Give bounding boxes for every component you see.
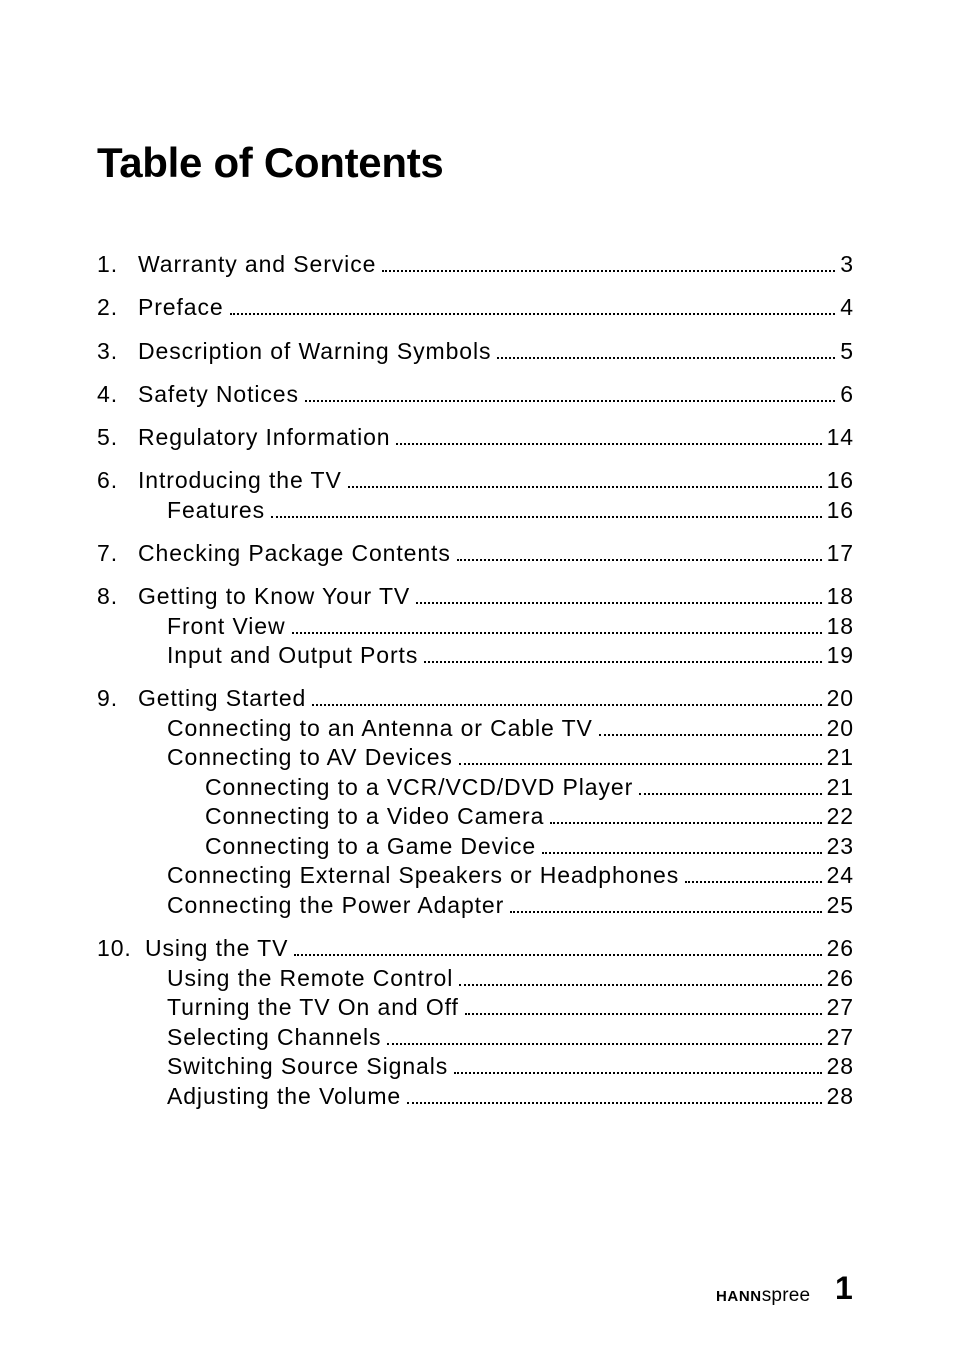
- toc-entry[interactable]: [97, 581, 854, 611]
- toc-entry[interactable]: [97, 538, 854, 568]
- toc-entry-label: Checking Package Contents: [138, 540, 451, 566]
- toc-entry-label: Connecting to a Video Camera: [205, 803, 545, 829]
- toc-entry-label: Connecting External Speakers or Headphones: [167, 862, 680, 888]
- toc-entry-label: Getting Started: [138, 685, 307, 711]
- toc-entry[interactable]: [97, 292, 854, 322]
- toc-entry-page: 28: [826, 1053, 854, 1079]
- toc-entry-number: 2.: [97, 294, 118, 320]
- toc-entry-number: 1.: [97, 251, 118, 277]
- dot-leader: [459, 763, 822, 765]
- toc-entry-page: 14: [826, 424, 854, 450]
- toc-subentry[interactable]: [167, 640, 854, 670]
- toc-subentry[interactable]: [167, 1022, 854, 1052]
- dot-leader: [396, 443, 821, 445]
- dot-leader: [510, 911, 821, 913]
- toc-entry-page: 28: [826, 1083, 854, 1109]
- dot-leader: [550, 822, 821, 824]
- dot-leader: [497, 357, 835, 359]
- toc-subsubentry[interactable]: [205, 801, 854, 831]
- toc-subentry[interactable]: [167, 1051, 854, 1081]
- toc-entry-label: Connecting to a VCR/VCD/DVD Player: [205, 774, 634, 800]
- toc-entry-page: 24: [826, 862, 854, 888]
- toc-entry-label: Connecting to an Antenna or Cable TV: [167, 715, 593, 741]
- dot-leader: [685, 881, 821, 883]
- toc-entry-page: 23: [826, 833, 854, 859]
- dot-leader: [459, 984, 821, 986]
- toc-entry[interactable]: [97, 465, 854, 495]
- toc-entry-page: 4: [840, 294, 854, 320]
- dot-leader: [416, 602, 821, 604]
- toc-entry-label: Adjusting the Volume: [167, 1083, 402, 1109]
- toc-entry-label: Introducing the TV: [138, 467, 342, 493]
- page-number: 1: [835, 1270, 853, 1306]
- toc-entry-page: 25: [826, 892, 854, 918]
- toc-entry-label: Front View: [167, 613, 286, 639]
- toc-entry-number: 3.: [97, 338, 118, 364]
- dot-leader: [454, 1072, 821, 1074]
- toc-subentry[interactable]: [167, 992, 854, 1022]
- dot-leader: [542, 852, 821, 854]
- dot-leader: [639, 793, 821, 795]
- dot-leader: [387, 1043, 821, 1045]
- toc-entry-label: Input and Output Ports: [167, 642, 419, 668]
- toc-entry-number: 7.: [97, 540, 118, 566]
- toc-entry-number: 5.: [97, 424, 118, 450]
- toc-entry-page: 3: [840, 251, 854, 277]
- toc-subentry[interactable]: [167, 860, 854, 890]
- toc-entry-page: 19: [826, 642, 854, 668]
- brand-logo: [716, 1284, 810, 1309]
- dot-leader: [407, 1102, 822, 1104]
- toc-entry-label: Description of Warning Symbols: [138, 338, 492, 364]
- toc-entry-label: Connecting to AV Devices: [167, 744, 453, 770]
- toc-entry[interactable]: [97, 683, 854, 713]
- toc-entry-page: 26: [826, 935, 854, 961]
- toc-entry-label: Safety Notices: [138, 381, 299, 407]
- toc-entry-label: Using the TV: [145, 935, 289, 961]
- toc-subentry[interactable]: [167, 713, 854, 743]
- dot-leader: [271, 516, 822, 518]
- toc-entry-number: 8.: [97, 583, 118, 609]
- dot-leader: [348, 486, 822, 488]
- toc-entry-number: 6.: [97, 467, 118, 493]
- dot-leader: [312, 704, 821, 706]
- toc-entry-label: Turning the TV On and Off: [167, 994, 459, 1020]
- toc-entry-page: 18: [826, 583, 854, 609]
- toc-entry[interactable]: [97, 336, 854, 366]
- toc-entry-label: Switching Source Signals: [167, 1053, 449, 1079]
- toc-entry-label: Features: [167, 497, 265, 523]
- toc-entry-page: 16: [826, 467, 854, 493]
- toc-subsubentry[interactable]: [205, 831, 854, 861]
- toc-entry-label: Preface: [138, 294, 224, 320]
- dot-leader: [424, 661, 821, 663]
- toc-entry-page: 18: [826, 613, 854, 639]
- toc-entry[interactable]: [97, 249, 854, 279]
- toc-entry-page: 6: [840, 381, 854, 407]
- dot-leader: [305, 400, 835, 402]
- toc-subentry[interactable]: [167, 1081, 854, 1111]
- toc-entry-page: 22: [826, 803, 854, 829]
- dot-leader: [599, 734, 822, 736]
- toc-entry-label: Warranty and Service: [138, 251, 377, 277]
- dot-leader: [382, 270, 835, 272]
- toc-subentry[interactable]: [167, 890, 854, 920]
- toc-entry-page: 26: [826, 965, 854, 991]
- toc-entry-label: Using the Remote Control: [167, 965, 454, 991]
- toc-entry[interactable]: [97, 422, 854, 452]
- toc-entry-page: 20: [826, 685, 854, 711]
- toc-subentry[interactable]: [167, 963, 854, 993]
- toc-entry-page: 27: [826, 994, 854, 1020]
- toc-subentry[interactable]: [167, 611, 854, 641]
- toc-entry-number: 10.: [97, 935, 132, 961]
- toc-entry-number: 4.: [97, 381, 118, 407]
- toc-entry-number: 9.: [97, 685, 118, 711]
- brand-logo-bold: HANN: [716, 1288, 762, 1305]
- toc-entry-page: 20: [826, 715, 854, 741]
- dot-leader: [457, 559, 822, 561]
- dot-leader: [230, 313, 836, 315]
- dot-leader: [294, 954, 821, 956]
- toc-entry-label: Getting to Know Your TV: [138, 583, 411, 609]
- toc-entry-label: Selecting Channels: [167, 1024, 382, 1050]
- dot-leader: [292, 632, 822, 634]
- toc-entry[interactable]: [97, 933, 854, 963]
- toc-subsubentry[interactable]: [205, 772, 854, 802]
- toc-entry-page: 5: [840, 338, 854, 364]
- toc-entry-label: Connecting to a Game Device: [205, 833, 537, 859]
- toc-entry-page: 27: [826, 1024, 854, 1050]
- toc-subentry[interactable]: [167, 495, 854, 525]
- toc-entry[interactable]: [97, 379, 854, 409]
- toc-subentry[interactable]: [167, 742, 854, 772]
- toc-entry-label: Regulatory Information: [138, 424, 391, 450]
- toc-entry-page: 17: [826, 540, 854, 566]
- dot-leader: [465, 1013, 822, 1015]
- brand-logo-light: spree: [761, 1285, 811, 1306]
- toc-entry-page: 21: [826, 774, 854, 800]
- toc-entry-page: 16: [826, 497, 854, 523]
- toc-entry-label: Connecting the Power Adapter: [167, 892, 505, 918]
- toc-entry-page: 21: [826, 744, 854, 770]
- page-title: Table of Contents: [97, 139, 444, 186]
